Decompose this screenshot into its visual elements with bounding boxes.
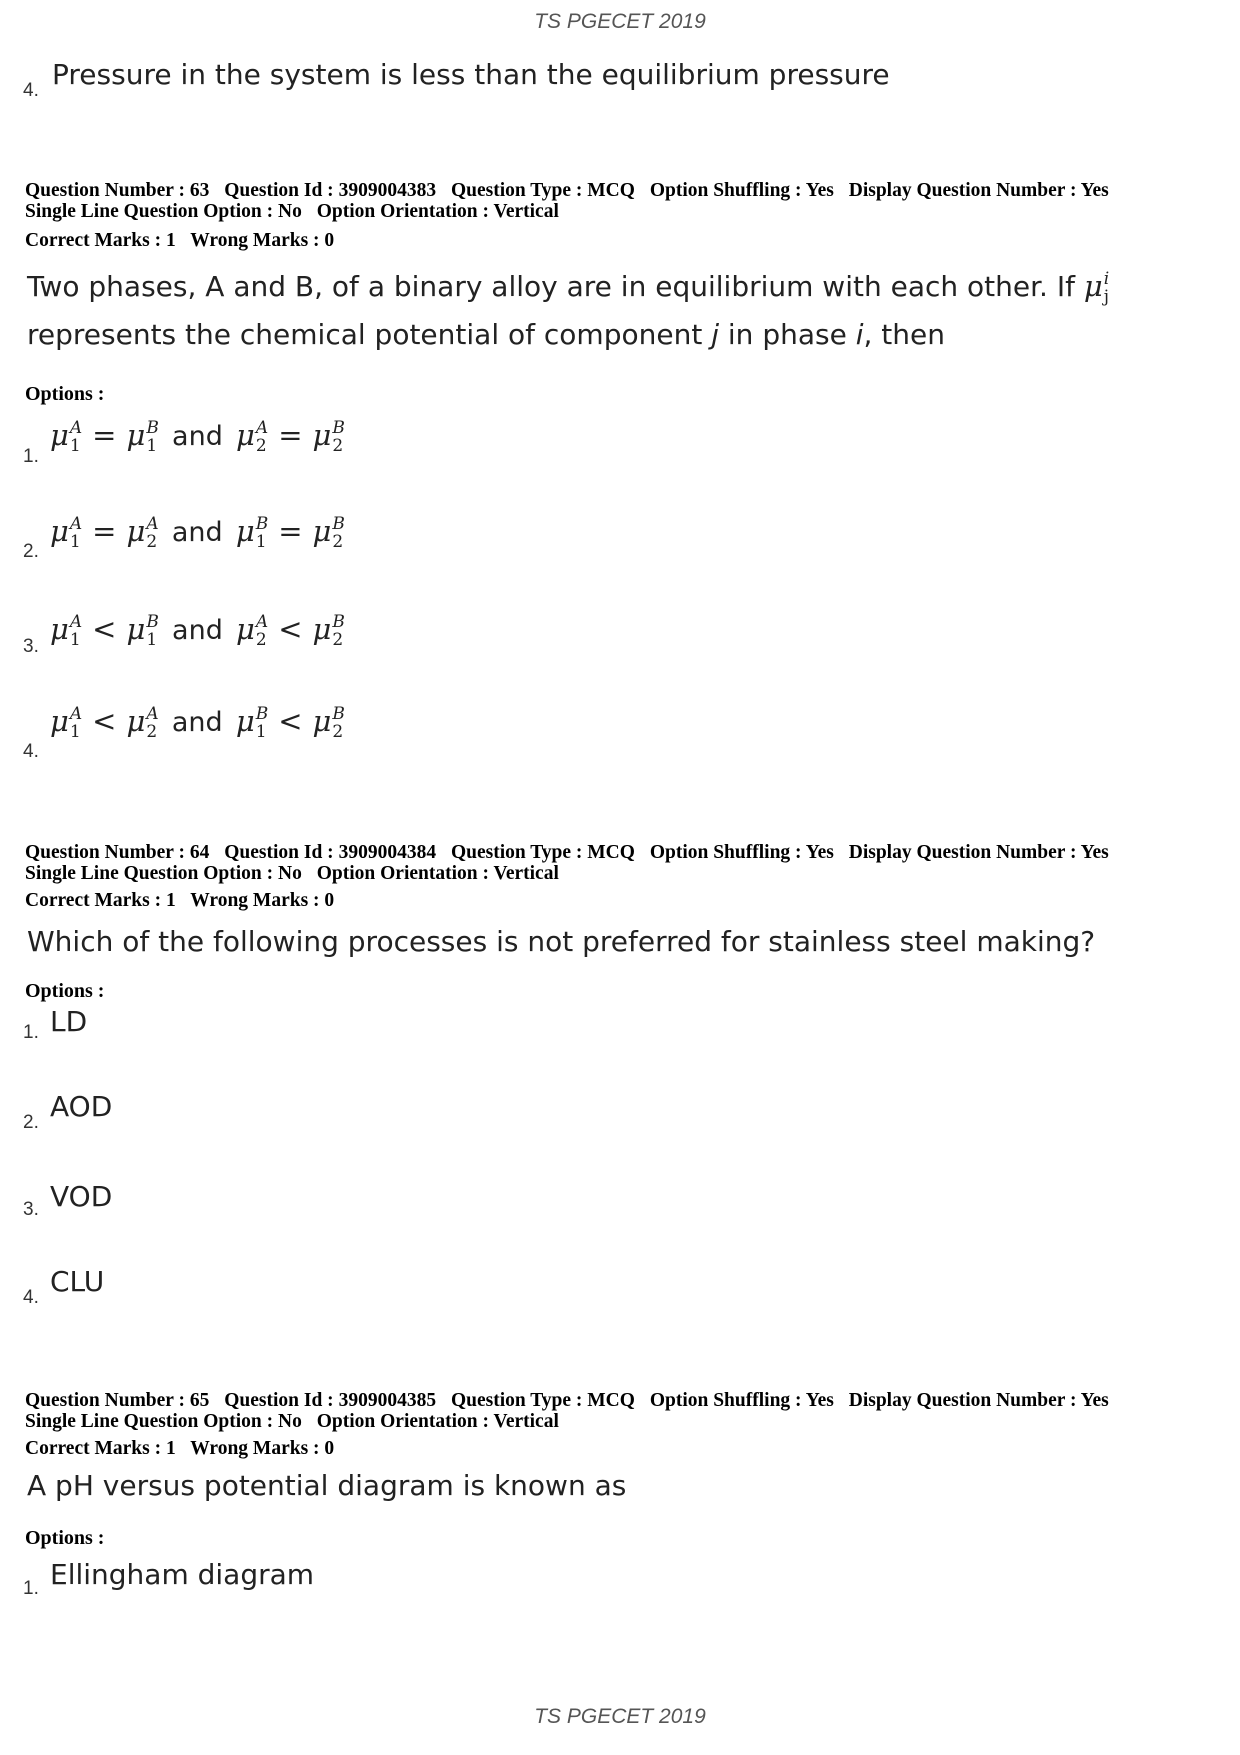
q63-option-4[interactable]: μ A 1 < μ A 2 and μ B 1 < μ B 2: [50, 703, 345, 742]
question-63-marks: Correct Marks : 1 Wrong Marks : 0: [25, 230, 335, 251]
question-64-text: Which of the following processes is not preferred for stainless steel making?: [27, 925, 1096, 958]
option-number: 2.: [23, 541, 39, 562]
q63-option-1[interactable]: μ A 1 = μ B 1 and μ A 2 = μ B 2: [50, 417, 345, 456]
page-footer: TS PGECET 2019: [534, 1705, 706, 1728]
options-label: Options :: [25, 1527, 105, 1549]
option-number: 1.: [23, 1022, 39, 1043]
option-number: 4.: [23, 80, 39, 101]
question-63-text: Two phases, A and B, of a binary alloy are in equilibrium with each other. If μ i j represents the chemical potential of component j in phase i, then: [27, 268, 1110, 351]
q64-option-4[interactable]: CLU: [50, 1265, 105, 1298]
q63-option-3[interactable]: μ A 1 < μ B 1 and μ A 2 < μ B 2: [50, 611, 345, 650]
option-number: 2.: [23, 1112, 39, 1133]
question-65-marks: Correct Marks : 1 Wrong Marks : 0: [25, 1438, 335, 1459]
page-header: TS PGECET 2019: [534, 10, 706, 33]
option-number: 3.: [23, 1199, 39, 1220]
option-text: Pressure in the system is less than the equilibrium pressure: [52, 58, 890, 91]
question-64-marks: Correct Marks : 1 Wrong Marks : 0: [25, 890, 335, 911]
q63-option-2[interactable]: μ A 1 = μ A 2 and μ B 1 = μ B 2: [50, 513, 345, 552]
question-65-meta: Question Number : 65 Question Id : 3909004385 Question Type : MCQ Option Shuffling : Yes Display Question Number : Yes Single Line Question Option : No Option Orientation : Vertical: [25, 1390, 1109, 1432]
q65-option-1[interactable]: Ellingham diagram: [50, 1558, 315, 1591]
option-number: 4.: [23, 1287, 39, 1308]
question-64-meta: Question Number : 64 Question Id : 3909004384 Question Type : MCQ Option Shuffling : Yes Display Question Number : Yes Single Line Question Option : No Option Orientation : Vertical: [25, 842, 1109, 884]
option-number: 4.: [23, 741, 39, 762]
q64-option-2[interactable]: AOD: [50, 1090, 113, 1123]
option-number: 3.: [23, 636, 39, 657]
options-label: Options :: [25, 383, 105, 405]
q64-option-1[interactable]: LD: [50, 1005, 88, 1038]
options-label: Options :: [25, 980, 105, 1002]
option-number: 1.: [23, 446, 39, 467]
question-65-text: A pH versus potential diagram is known as: [27, 1469, 627, 1502]
question-63-meta: Question Number : 63 Question Id : 3909004383 Question Type : MCQ Option Shuffling : Yes Display Question Number : Yes Single Line Question Option : No Option Orientation : Vertical: [25, 180, 1109, 222]
q64-option-3[interactable]: VOD: [50, 1180, 113, 1213]
option-number: 1.: [23, 1578, 39, 1599]
